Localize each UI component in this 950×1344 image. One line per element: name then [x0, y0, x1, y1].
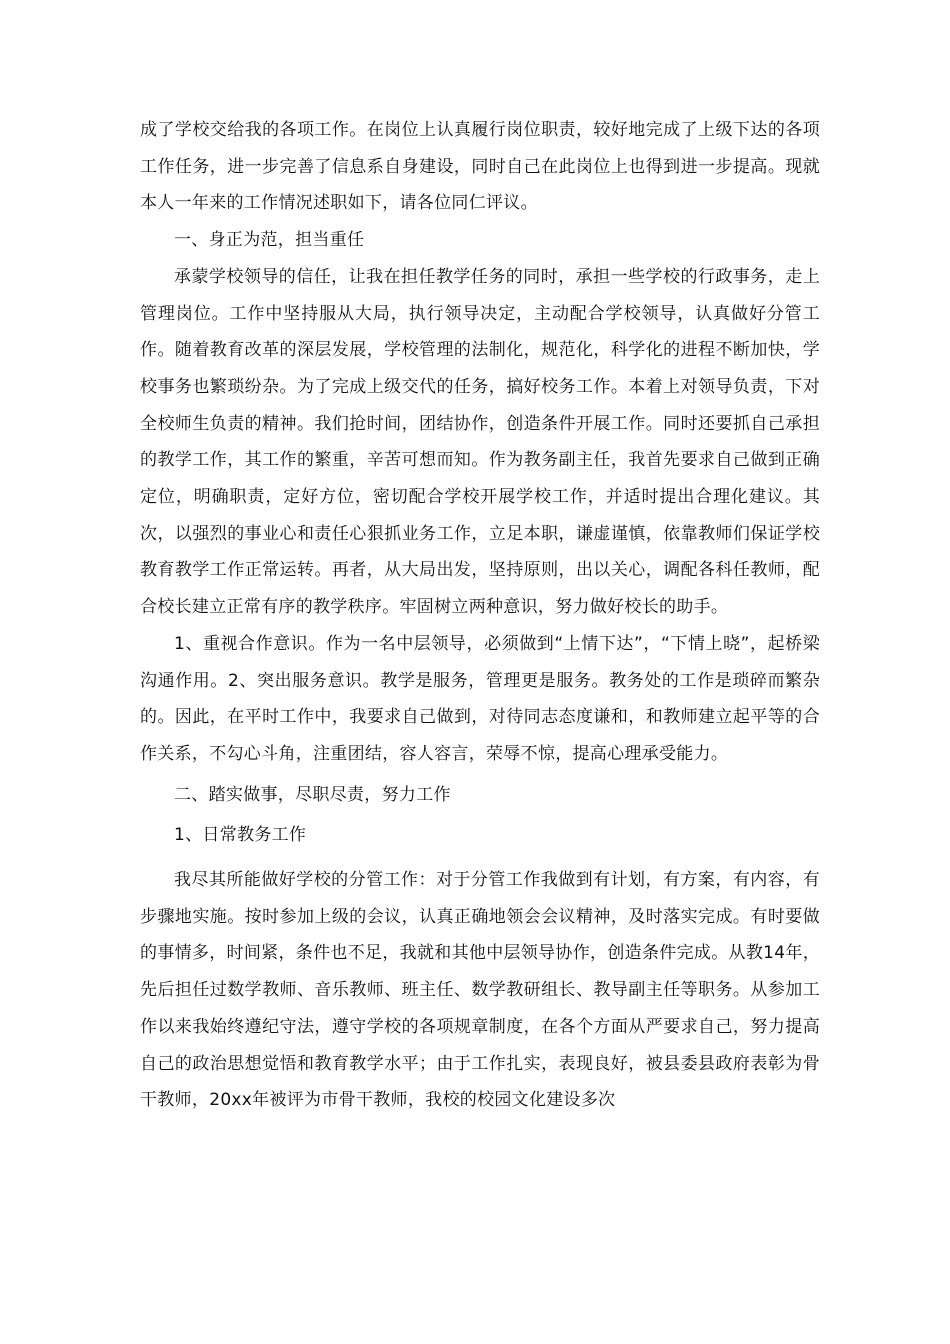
section-heading-1: 一、身正为范，担当重任	[174, 230, 365, 251]
paragraph-daily-work: 我尽其所能做好学校的分管工作：对于分管工作我做到有计划，有方案，有内容，有步骤地实施。按时参加上级的会议，认真正确地领会会议精神，及时落实完成。有时要做的事情多，时间紧，条件也不足，我就和其他中层领导协作，创造条件完成。从教14年，先后担任过数学教师、音乐教师、班主任、数学教研组长、教导副主任等职务。从参加工作以来我始终遵纪守法，遵守学校的各项规章制度，在各个方面从严要求自己，努力提高自己的政治思想觉悟和教育教学水平；由于工作扎实，表现良好，被县委县政府表彰为骨干教师，20xx年被评为市骨干教师，我校的校园文化建设多次	[140, 870, 820, 1111]
paragraph-intro-continuation: 成了学校交给我的各项工作。在岗位上认真履行岗位职责，较好地完成了上级下达的各项工作任务，进一步完善了信息系自身建设，同时自己在此岗位上也得到进一步提高。现就本人一年来的工作情况述职如下，请各位同仁评议。	[140, 120, 820, 214]
subsection-heading-daily-work: 1、日常教务工作	[174, 825, 307, 846]
document-body	[140, 112, 820, 1119]
paragraph-section-1: 承蒙学校领导的信任，让我在担任教学任务的同时，承担一些学校的行政事务，走上管理岗位。工作中坚持服从大局，执行领导决定，主动配合学校领导，认真做好分管工作。随着教育改革的深层发展，学校管理的法制化，规范化，科学化的进程不断加快，学校事务也繁琐纷杂。为了完成上级交代的任务，搞好校务工作。本着上对领导负责，下对全校师生负责的精神。我们抢时间，团结协作，创造条件开展工作。同时还要抓自己承担的教学工作，其工作的繁重，辛苦可想而知。作为教务副主任，我首先要求自己做到正确定位，明确职责，定好方位，密切配合学校开展学校工作，并适时提出合理化建议。其次，以强烈的事业心和责任心狠抓业务工作，立足本职，谦虚谨慎，依靠教师们保证学校教育教学工作正常运转。再者，从大局出发，坚持原则，出以关心，调配各科任教师，配合校长建立正常有序的教学秩序。牢固树立两种意识，努力做好校长的助手。	[140, 266, 820, 618]
section-heading-2: 二、踏实做事，尽职尽责，努力工作	[174, 784, 451, 805]
paragraph-cooperation-service: 1、重视合作意识。作为一名中层领导，必须做到“上情下达”，“下情上晓”，起桥梁沟通作用。2、突出服务意识。教学是服务，管理更是服务。教务处的工作是琐碎而繁杂的。因此，在平时工作中，我要求自己做到，对待同志态度谦和，和教师建立起平等的合作关系，不勾心斗角，注重团结，容人容言，荣辱不惊，提高心理承受能力。	[140, 633, 820, 764]
